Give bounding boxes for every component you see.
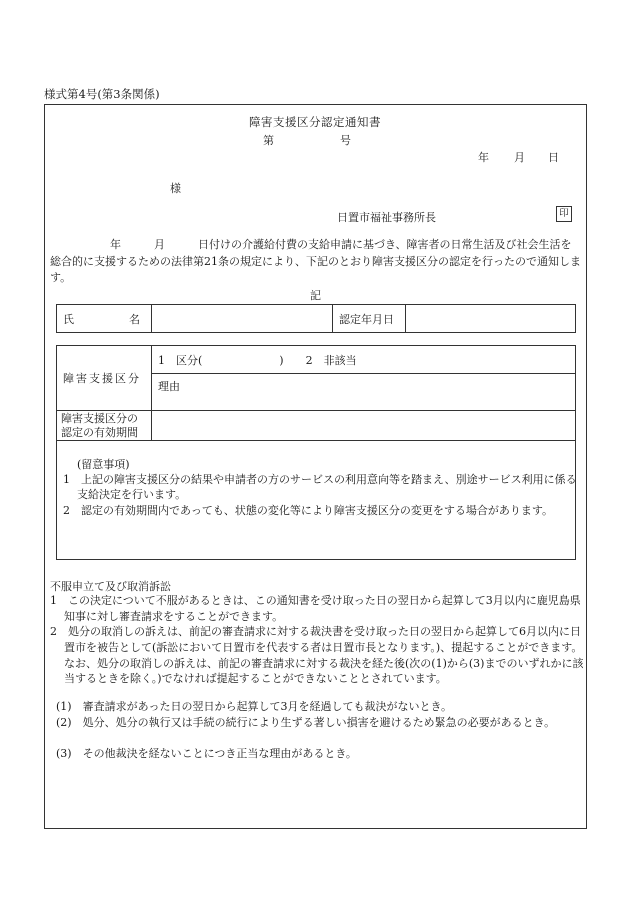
validity-period-value-cell xyxy=(152,411,576,441)
document-number-suffix: 号 xyxy=(340,134,351,147)
body-month: 月 xyxy=(154,238,165,251)
notes-box xyxy=(56,440,576,560)
date-month-label: 月 xyxy=(514,151,525,164)
date-day-label: 日 xyxy=(548,151,559,164)
document-number-prefix: 第 xyxy=(263,134,274,147)
validity-period-label xyxy=(57,411,152,441)
ki-marker: 記 xyxy=(310,289,321,302)
validity-label-line2: 認定の有効期間 xyxy=(61,425,138,439)
notes-item-1: 1 上記の障害支援区分の結果や申請者の方のサービスの利用意向等を踏まえ、別途サービス利用に係る支給決定を行います。 xyxy=(63,473,577,501)
name-label: 氏 名 xyxy=(57,305,152,333)
support-category-options xyxy=(152,346,576,374)
notes-item-2: 2 認定の有効期間内であっても、状態の変化等により障害支援区分の変更をする場合があります。 xyxy=(63,504,554,517)
notes-heading: (留意事項) xyxy=(77,458,130,471)
appeal-subitem-2: (2) 処分、処分の執行又は手続の続行により生ずる著しい損害を避けるため緊急の必要があるとき。 xyxy=(56,716,556,729)
body-text: 日付けの介護給付費の支給申請に基づき、障害者の日常生活及び社会生活を総合的に支援するための法律第21条の規定により、下記のとおり障害支援区分の認定を行ったので通知します。 xyxy=(50,238,581,284)
body-year: 年 xyxy=(110,238,121,251)
name-value-cell xyxy=(152,305,333,333)
seal-stamp: 印 xyxy=(556,206,572,222)
appeal-item-1: 1 この決定について不服があるときは、この通知書を受け取った日の翌日から起算して3月以内に鹿児島県知事に対し審査請求をすることができます。 xyxy=(50,594,581,623)
support-category-table xyxy=(56,345,576,441)
notification-body xyxy=(50,237,582,287)
addressee-honorific: 様 xyxy=(170,182,181,195)
certification-date-value-cell xyxy=(406,305,576,333)
support-category-label: 障害支援区分 xyxy=(57,346,152,411)
appeal-item-2: 2 処分の取消しの訴えは、前記の審査請求に対する裁決書を受け取った日の翌日から起算して6月以内に日置市を被告として(訴訟において日置市を代表する者は日置市長となります。)、提起することができます。なお、処分の取消しの訴えは、前記の審査請求に対する裁決を経た後(次の(1)から(3)までのいずれかに該当するときを除く。)でなければ提起することができないこととされています。 xyxy=(50,625,584,686)
certification-date-label: 認定年月日 xyxy=(333,305,406,333)
validity-label-line1: 障害支援区分の xyxy=(61,411,138,425)
category-option-1: 1 区分( ) xyxy=(158,353,284,367)
date-year-label: 年 xyxy=(478,151,489,164)
issuer-name: 日置市福祉事務所長 xyxy=(337,211,436,224)
appeal-subitem-3: (3) その他裁決を経ないことにつき正当な理由があるとき。 xyxy=(56,747,357,760)
category-option-2: 2 非該当 xyxy=(305,353,357,367)
reason-label: 理由 xyxy=(152,374,576,411)
appeal-title: 不服申立て及び取消訴訟 xyxy=(50,580,171,593)
document-title: 障害支援区分認定通知書 xyxy=(249,115,381,129)
form-identifier: 様式第4号(第3条関係) xyxy=(44,87,160,101)
name-date-table xyxy=(56,304,576,333)
appeal-subitem-1: (1) 審査請求があった日の翌日から起算して3月を経過しても裁決がないとき。 xyxy=(56,700,453,713)
